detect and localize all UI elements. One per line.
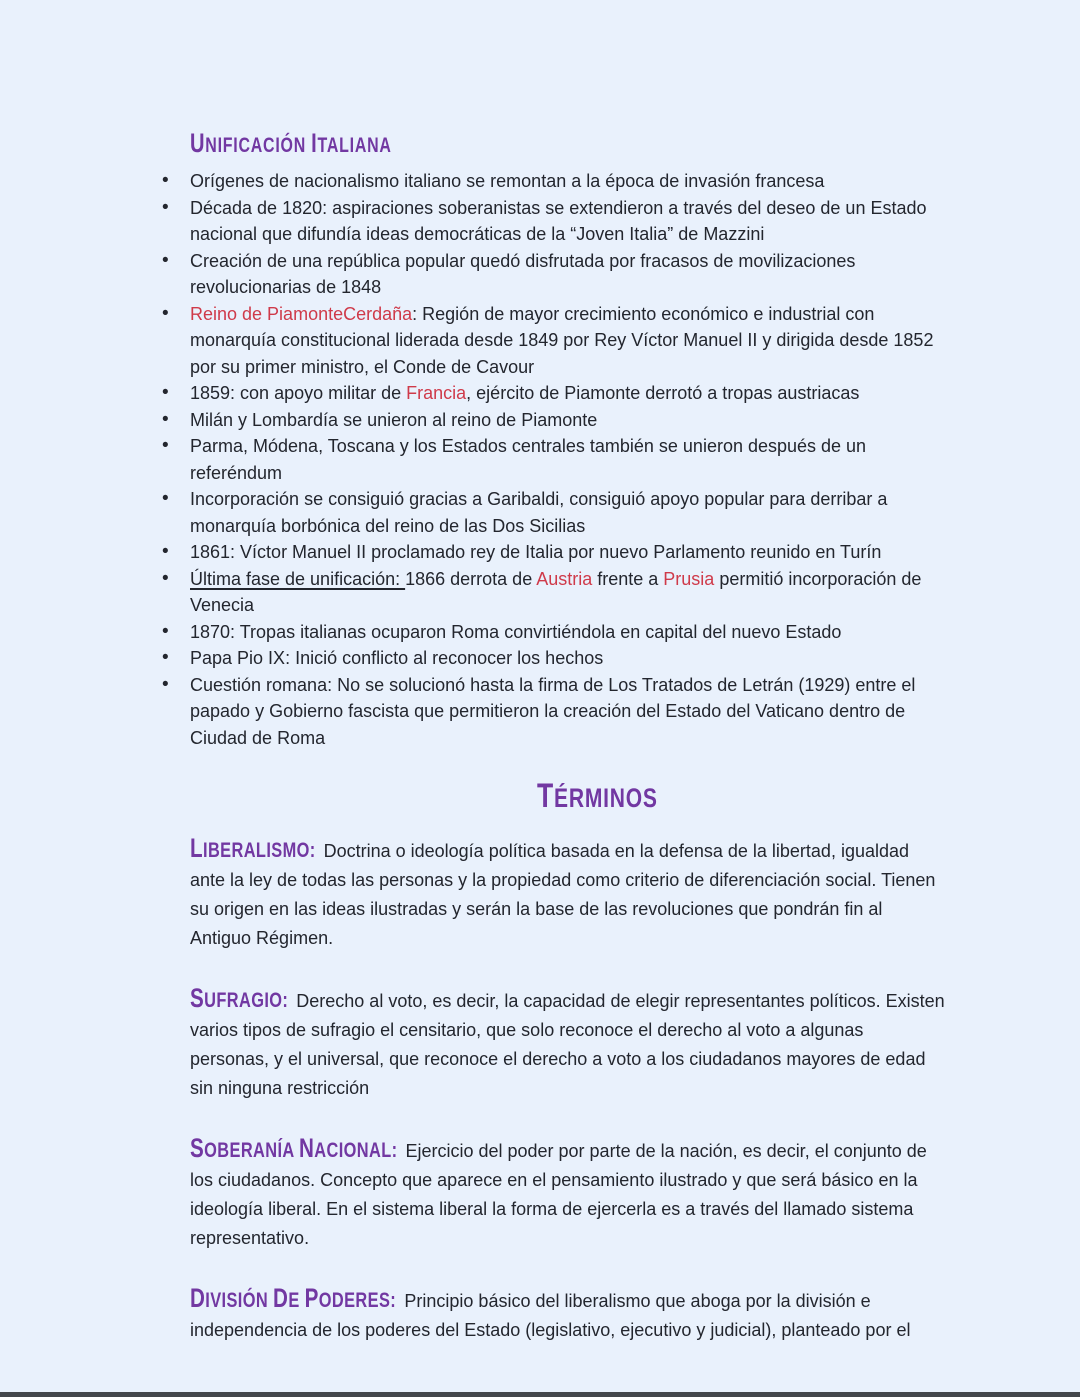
bullet-text-segment: Reino de PiamonteCerdaña xyxy=(190,303,413,324)
bullet-text-segment: frente a xyxy=(592,568,664,589)
bullet-text-segment: Última fase de unificación: xyxy=(190,568,406,589)
terms-heading-row xyxy=(190,777,945,815)
bullet-item xyxy=(190,380,945,407)
term-text: Principio básico del liberalismo que aboga por la división e independencia de los poderes del Estado (legislativo, ejecutivo y judicial), planteado por el xyxy=(190,1291,911,1340)
term-definition xyxy=(190,1134,945,1253)
bullet-item xyxy=(190,407,945,434)
bullet-text-segment: Prusia xyxy=(663,568,715,589)
terms-list xyxy=(190,834,945,1345)
bullet-text-segment: Austria xyxy=(536,568,593,589)
term-label: SOBERANÍA NACIONAL: xyxy=(190,1133,398,1163)
bullet-text-segment: permitió incorporación de Venecia xyxy=(190,568,922,615)
bullet-list xyxy=(190,168,945,751)
bullet-item xyxy=(190,195,945,248)
bullet-text-segment: Creación de una república popular quedó disfrutada por fracasos de movilizaciones revolucionarias de 1848 xyxy=(190,250,856,297)
bullet-text-segment: Orígenes de nacionalismo italiano se remontan a la época de invasión francesa xyxy=(190,171,825,191)
term-label: SUFRAGIO: xyxy=(190,983,289,1013)
bullet-item xyxy=(190,168,945,195)
term-label: DIVISIÓN DE PODERES: xyxy=(190,1283,397,1313)
bullet-item xyxy=(190,645,945,672)
term-text: Ejercicio del poder por parte de la nación, es decir, el conjunto de los ciudadanos. Concepto que aparece en el pensamiento ilustrado y que será básico en la ideología liberal. En el sistema liberal la forma de ejercerla es a través del llamado sistema representativo. xyxy=(190,1141,927,1248)
bullet-text-segment: Parma, Módena, Toscana y los Estados centrales también se unieron después de un referéndum xyxy=(190,436,867,483)
bullet-text-segment: Década de 1820: aspiraciones soberanistas se extendieron a través del deseo de un Estado nacional que difundía ideas democráticas de la “Joven Italia” de Mazzini xyxy=(190,197,927,244)
term-text: Doctrina o ideología política basada en la defensa de la libertad, igualdad ante la ley de todas las personas y la propiedad como criterio de diferenciación social. Tienen su origen en las ideas ilustradas y serán la base de las revoluciones que pondrán fin al Antiguo Régimen. xyxy=(190,841,936,948)
bullet-item xyxy=(190,566,945,619)
bullet-item xyxy=(190,539,945,566)
bullet-text-segment: , ejército de Piamonte derrotó a tropas austriacas xyxy=(466,383,860,403)
term-definition xyxy=(190,1284,945,1345)
bullet-item xyxy=(190,619,945,646)
bullet-item xyxy=(190,301,945,381)
bullet-text-segment: : Región de mayor crecimiento económico e industrial con monarquía constitucional liderada desde 1849 por Rey Víctor Manuel II y dirigida desde 1852 por su primer ministro, el Conde de Cavour xyxy=(190,303,934,377)
term-definition xyxy=(190,984,945,1103)
notes-content xyxy=(190,130,945,1376)
bullet-text-segment: Cuestión romana: No se solucionó hasta la firma de Los Tratados de Letrán (1929) entre el papado y Gobierno fascista que permitieron la creación del Estado del Vaticano dentro de Ciudad de Roma xyxy=(190,674,916,748)
bullet-item xyxy=(190,248,945,301)
bullet-item xyxy=(190,672,945,752)
bullet-item xyxy=(190,433,945,486)
bullet-text-segment: 1861: Víctor Manuel II proclamado rey de Italia por nuevo Parlamento reunido en Turín xyxy=(190,542,882,562)
term-text: Derecho al voto, es decir, la capacidad de elegir representantes políticos. Existen varios tipos de sufragio el censitario, que solo reconoce el derecho al voto a algunas personas, y el universal, que reconoce el derecho a voto a los ciudadanos mayores de edad sin ninguna restricción xyxy=(190,991,945,1098)
bottom-edge-bar xyxy=(0,1392,1080,1397)
bullet-text-segment: 1866 derrota de xyxy=(405,568,537,589)
section-heading-unificacion-italiana: UNIFICACIÓN ITALIANA xyxy=(190,128,392,158)
bullet-text-segment: Milán y Lombardía se unieron al reino de Piamonte xyxy=(190,409,598,430)
term-label: LIBERALISMO: xyxy=(190,833,316,863)
bullet-item xyxy=(190,486,945,539)
bullet-text-segment: Papa Pio IX: Inició conflicto al reconocer los hechos xyxy=(190,648,604,668)
term-definition xyxy=(190,834,945,953)
terms-heading: TÉRMINOS xyxy=(537,777,658,815)
bullet-text-segment: 1870: Tropas italianas ocuparon Roma convirtiéndola en capital del nuevo Estado xyxy=(190,621,842,642)
bullet-text-segment: 1859: con apoyo militar de xyxy=(190,383,407,403)
bullet-text-segment: Francia xyxy=(406,383,467,403)
bullet-text-segment: Incorporación se consiguió gracias a Garibaldi, consiguió apoyo popular para derribar a monarquía borbónica del reino de las Dos Sicilias xyxy=(190,489,888,536)
